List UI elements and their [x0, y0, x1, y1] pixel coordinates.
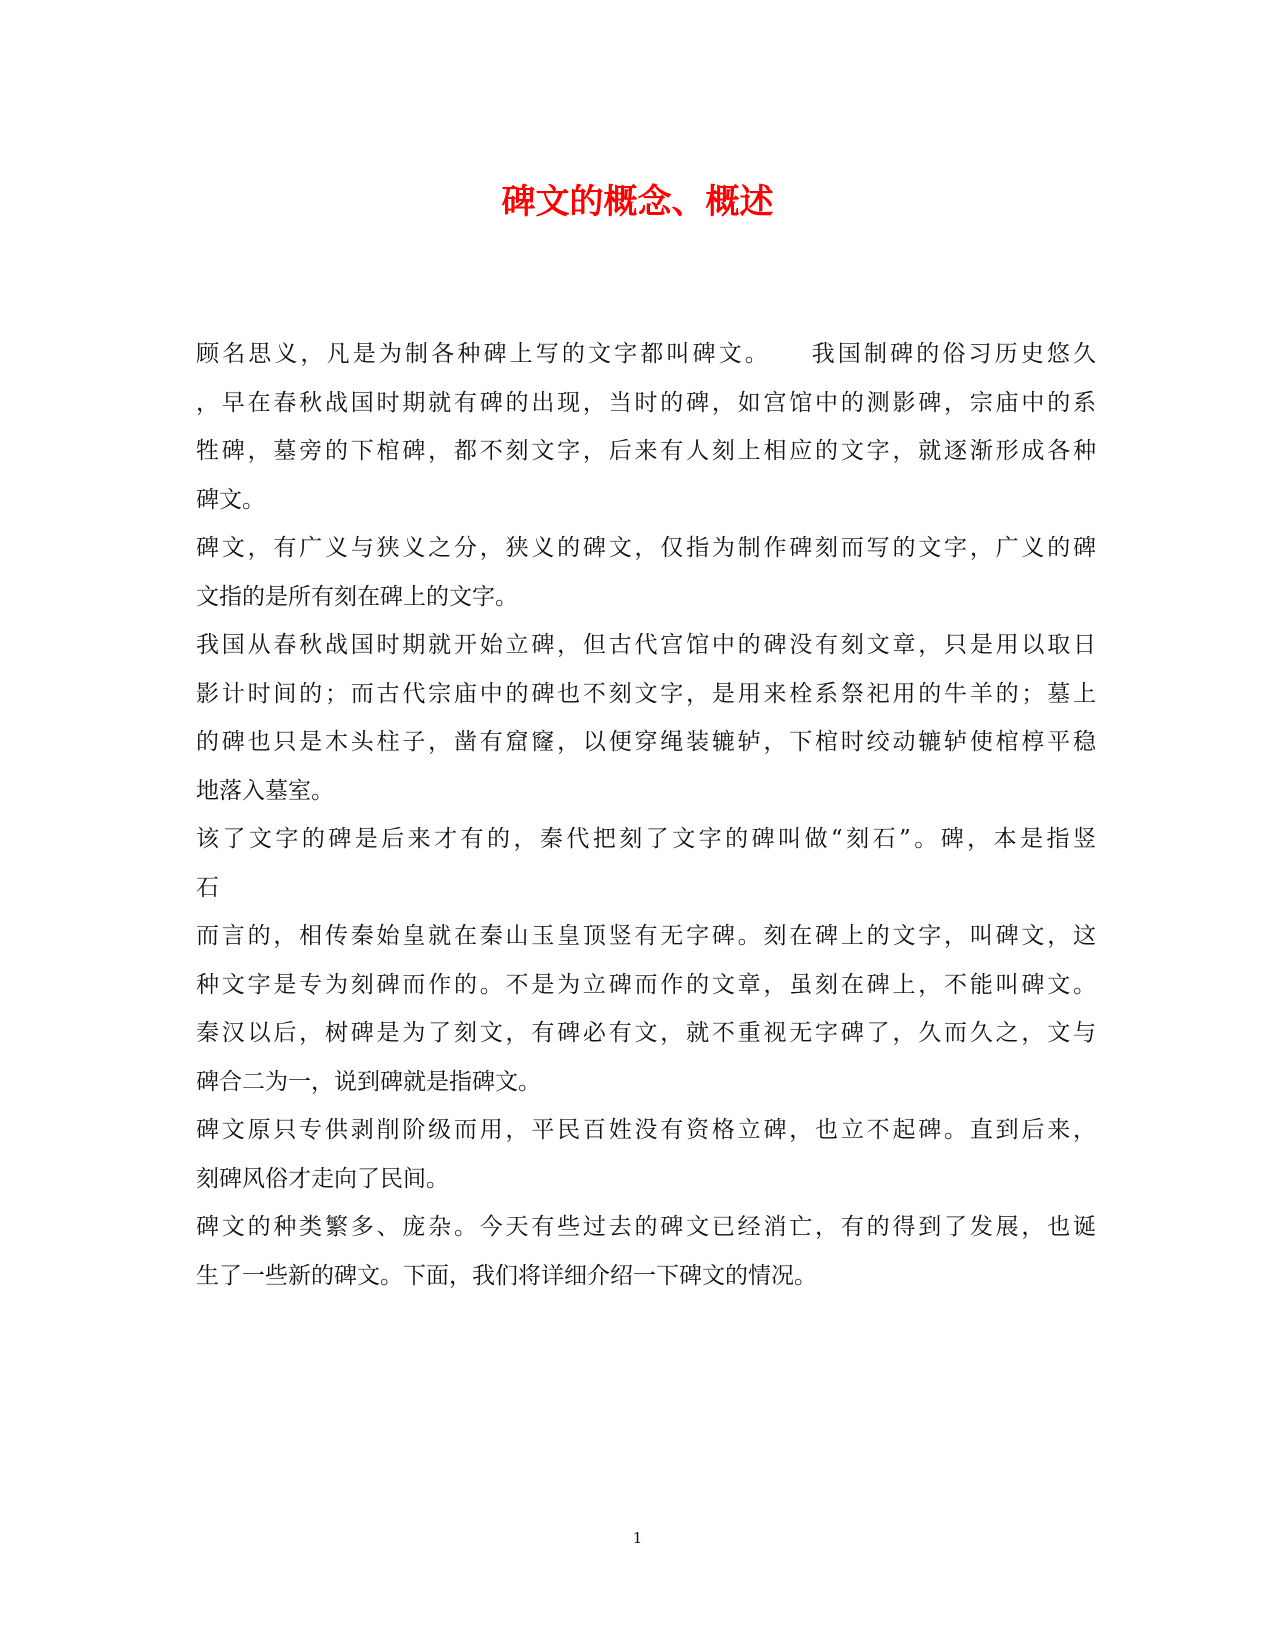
text-line: 而言的，相传秦始皇就在秦山玉皇顶竖有无字碑。刻在碑上的文字，叫碑文，这 [196, 923, 1096, 949]
text-line: 地落入墓室。 [196, 777, 334, 804]
text-line: 碑文。 [196, 486, 265, 513]
document-title: 碑文的概念、概述 [501, 182, 774, 222]
text-line: 种文字是专为刻碑而作的。不是为立碑而作的文章，虽刻在碑上，不能叫碑文。 [196, 971, 1096, 998]
text-line: 我国从春秋战国时期就开始立碑，但古代宫馆中的碑没有刻文章，只是用以取日 [196, 632, 1096, 658]
text-line: 碑文，有广义与狭义之分，狭义的碑文，仅指为制作碑刻而写的文字，广义的碑 [196, 535, 1096, 561]
text-line: 的碑也只是木头柱子，凿有窟窿，以便穿绳装辘轳，下棺时绞动辘轳使棺椁平稳 [196, 729, 1096, 755]
text-line: 顾名思义，凡是为制各种碑上写的文字都叫碑文。 我国制碑的俗习历史悠久 [196, 341, 1096, 367]
text-line: 秦汉以后，树碑是为了刻文，有碑必有文，就不重视无字碑了，久而久之，文与 [196, 1020, 1096, 1046]
text-line: ，早在春秋战国时期就有碑的出现，当时的碑，如宫馆中的测影碑，宗庙中的系 [196, 389, 1096, 416]
text-line: 生了一些新的碑文。下面，我们将详细介绍一下碑文的情况。 [196, 1262, 817, 1289]
text-line: 碑合二为一，说到碑就是指碑文。 [196, 1068, 541, 1095]
text-line: 石 [196, 874, 219, 901]
text-line: 影计时间的；而古代宗庙中的碑也不刻文字，是用来栓系祭祀用的牛羊的；墓上 [196, 680, 1096, 707]
text-line: 碑文原只专供剥削阶级而用，平民百姓没有资格立碑，也立不起碑。直到后来， [196, 1117, 1096, 1143]
document-body [196, 330, 1096, 1300]
text-line: 该了文字的碑是后来才有的，秦代把刻了文字的碑叫做“刻石”。碑，本是指竖 [196, 826, 1096, 852]
text-line: 牲碑，墓旁的下棺碑，都不刻文字，后来有人刻上相应的文字，就逐渐形成各种 [196, 438, 1096, 464]
text-line: 刻碑风俗才走向了民间。 [196, 1165, 449, 1192]
text-line: 碑文的种类繁多、庞杂。今天有些过去的碑文已经消亡，有的得到了发展，也诞 [196, 1214, 1096, 1240]
text-line: 文指的是所有刻在碑上的文字。 [196, 583, 518, 610]
page-number: 1 [632, 1529, 643, 1547]
